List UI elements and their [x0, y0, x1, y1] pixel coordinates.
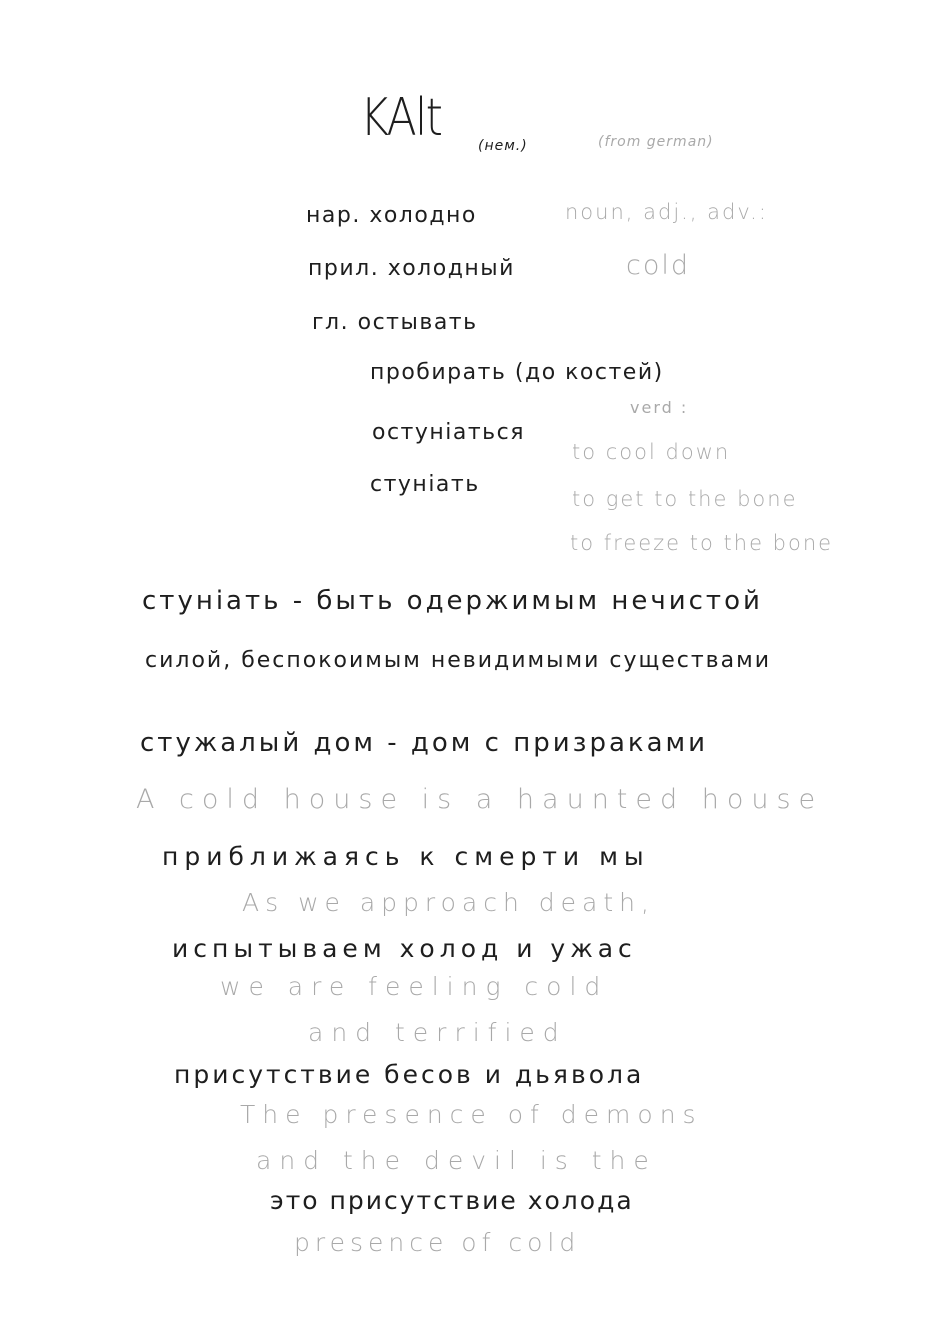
paragraph-4-english-3: presence of cold [294, 1228, 581, 1257]
headword: KAlt [360, 88, 442, 148]
translation-label-noun-adj-adv: noun, adj., adv.: [565, 200, 768, 224]
source-language-en: (from german) [598, 134, 714, 150]
translation-verb-1: to cool down [572, 440, 731, 464]
definition-verb-1: гл. остывать [312, 310, 478, 335]
paragraph-4-english-2: and the devil is the [256, 1146, 657, 1175]
definition-verb-4: стуніать [370, 472, 480, 497]
paragraph-4-russian-1: присутствие бесов и дьявола [174, 1060, 645, 1089]
definition-verb-3: остуніаться [372, 420, 525, 445]
translation-cold: cold [626, 250, 691, 281]
paragraph-3-english-2: we are feeling cold [220, 972, 609, 1001]
definition-verb-2: пробирать (до костей) [370, 360, 664, 385]
paragraph-1-line-2: силой, беспокоимым невидимыми существами [145, 648, 772, 673]
paragraph-4-russian-2: это присутствие холода [270, 1186, 634, 1215]
paragraph-3-english-3: and terrified [308, 1018, 567, 1047]
paragraph-4-english-1: The presence of demons [240, 1100, 703, 1129]
paragraph-2-russian: стужалый дом - дом с призраками [140, 728, 709, 758]
translation-verb-2: to get to the bone [572, 487, 798, 511]
source-language-ru: (нем.) [478, 138, 528, 154]
paragraph-3-russian-1: приближаясь к смерти мы [162, 842, 650, 871]
paragraph-3-english-1: As we approach death, [242, 888, 655, 917]
paragraph-2-english: A cold house is a haunted house [136, 784, 824, 815]
paragraph-1-line-1: стуніать - быть одержимым нечистой [142, 586, 763, 616]
translation-verb-3: to freeze to the bone [570, 531, 834, 555]
paragraph-3-russian-2: испытываем холод и ужас [172, 934, 637, 963]
definition-adjective: прил. холодный [308, 256, 515, 281]
translation-label-verb: verd : [630, 398, 689, 417]
definition-adverb: нар. холодно [306, 203, 477, 228]
